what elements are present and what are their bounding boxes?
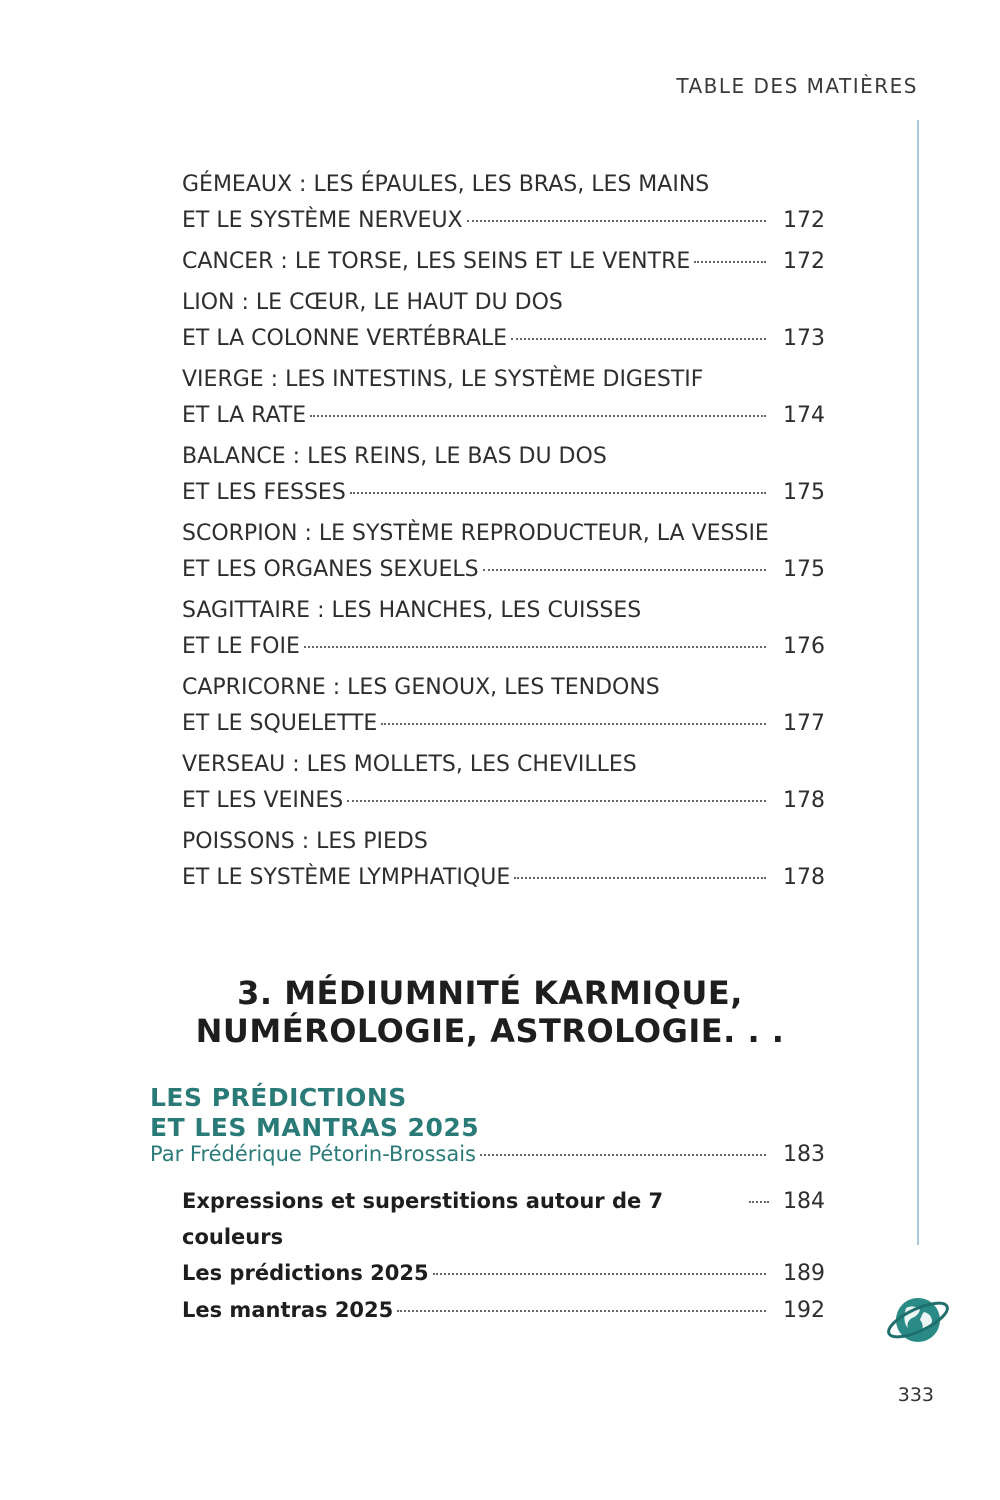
- running-header: TABLE DES MATIÈRES: [676, 74, 918, 98]
- toc-entry-title: CANCER : LE TORSE, LES SEINS ET LE VENTRE: [182, 249, 691, 274]
- dot-leader: [483, 569, 766, 571]
- dot-leader: [350, 492, 766, 494]
- dot-leader: [381, 723, 766, 725]
- article-author-row[interactable]: [150, 1142, 825, 1167]
- toc-entry-title: VIERGE : LES INTESTINS, LE SYSTÈME DIGESTIF: [182, 367, 704, 392]
- toc-entry-title-cont: ET LE SYSTÈME LYMPHATIQUE: [182, 865, 511, 890]
- toc-entry[interactable]: [182, 244, 825, 280]
- side-rule: [917, 120, 919, 1245]
- dot-leader: [397, 1310, 766, 1312]
- toc-page-number: 189: [783, 1261, 825, 1286]
- globe-icon: [884, 1290, 954, 1350]
- toc-entry[interactable]: [182, 362, 825, 434]
- toc-page-number: 175: [783, 480, 825, 505]
- article-author: Par Frédérique Pétorin-Brossais: [150, 1142, 476, 1166]
- toc-entry[interactable]: [182, 747, 825, 819]
- toc-entry-title-cont: ET LE SQUELETTE: [182, 711, 378, 736]
- toc-entry-title-cont: ET LES FESSES: [182, 480, 346, 505]
- section-heading: [100, 974, 880, 1050]
- dot-leader: [304, 646, 766, 648]
- toc-page-number: 174: [783, 403, 825, 428]
- section-heading-line1: 3. MÉDIUMNITÉ KARMIQUE,: [237, 974, 743, 1012]
- toc-entry-title: POISSONS : LES PIEDS: [182, 829, 428, 854]
- toc-entry-title-cont: ET LA COLONNE VERTÉBRALE: [182, 326, 508, 351]
- article-title-line2: ET LES MANTRAS 2025: [150, 1113, 480, 1142]
- toc-entry-title: CAPRICORNE : LES GENOUX, LES TENDONS: [182, 675, 660, 700]
- toc-subentry-title: Les prédictions 2025: [182, 1261, 429, 1285]
- toc-entry[interactable]: [182, 285, 825, 357]
- toc-entry-title: SCORPION : LE SYSTÈME REPRODUCTEUR, LA VESSIE: [182, 521, 769, 546]
- dot-leader: [480, 1154, 766, 1156]
- toc-entry-title: VERSEAU : LES MOLLETS, LES CHEVILLES: [182, 752, 637, 777]
- toc-page-number: 172: [783, 249, 825, 274]
- toc-entry-title: LION : LE CŒUR, LE HAUT DU DOS: [182, 290, 563, 315]
- dot-leader: [749, 1201, 769, 1203]
- toc-entries: [182, 167, 825, 901]
- toc-page-number: 183: [783, 1142, 825, 1167]
- toc-entry[interactable]: [182, 167, 825, 239]
- toc-page-number: 172: [783, 208, 825, 233]
- toc-entry[interactable]: [182, 670, 825, 742]
- article-title[interactable]: [150, 1083, 479, 1143]
- dot-leader: [310, 415, 766, 417]
- toc-page-number: 177: [783, 711, 825, 736]
- toc-entry-title: GÉMEAUX : LES ÉPAULES, LES BRAS, LES MAINS: [182, 172, 710, 197]
- toc-entry-title-cont: ET LES VEINES: [182, 788, 344, 813]
- toc-page-number: 176: [783, 634, 825, 659]
- toc-page-number: 192: [783, 1298, 825, 1323]
- toc-entry-title-cont: ET LE FOIE: [182, 634, 300, 659]
- dot-leader: [347, 800, 766, 802]
- dot-leader: [514, 877, 766, 879]
- toc-page-number: 184: [783, 1189, 825, 1214]
- toc-entry-title: SAGITTAIRE : LES HANCHES, LES CUISSES: [182, 598, 642, 623]
- article-title-line1: LES PRÉDICTIONS: [150, 1083, 407, 1112]
- toc-entry[interactable]: [182, 439, 825, 511]
- dot-leader: [511, 338, 766, 340]
- dot-leader: [467, 220, 766, 222]
- toc-subentry[interactable]: [182, 1255, 825, 1292]
- toc-subentry[interactable]: [182, 1183, 825, 1255]
- toc-subentry[interactable]: [182, 1292, 825, 1329]
- toc-entry[interactable]: [182, 593, 825, 665]
- page-number: 333: [897, 1384, 934, 1406]
- toc-entry-title: BALANCE : LES REINS, LE BAS DU DOS: [182, 444, 607, 469]
- article-subentries: [182, 1183, 825, 1329]
- toc-entry[interactable]: [182, 824, 825, 896]
- toc-page-number: 178: [783, 865, 825, 890]
- toc-entry-title-cont: ET LE SYSTÈME NERVEUX: [182, 208, 463, 233]
- toc-entry-title-cont: ET LES ORGANES SEXUELS: [182, 557, 479, 582]
- dot-leader: [694, 261, 766, 263]
- section-heading-line2: NUMÉROLOGIE, ASTROLOGIE. . .: [195, 1012, 785, 1050]
- toc-page-number: 175: [783, 557, 825, 582]
- toc-entry[interactable]: [182, 516, 825, 588]
- toc-subentry-title: Les mantras 2025: [182, 1298, 394, 1322]
- toc-page-number: 173: [783, 326, 825, 351]
- toc-entry-title-cont: ET LA RATE: [182, 403, 307, 428]
- dot-leader: [433, 1273, 766, 1275]
- toc-page-number: 178: [783, 788, 825, 813]
- toc-subentry-title: Expressions et superstitions autour de 7 couleurs: [182, 1189, 664, 1249]
